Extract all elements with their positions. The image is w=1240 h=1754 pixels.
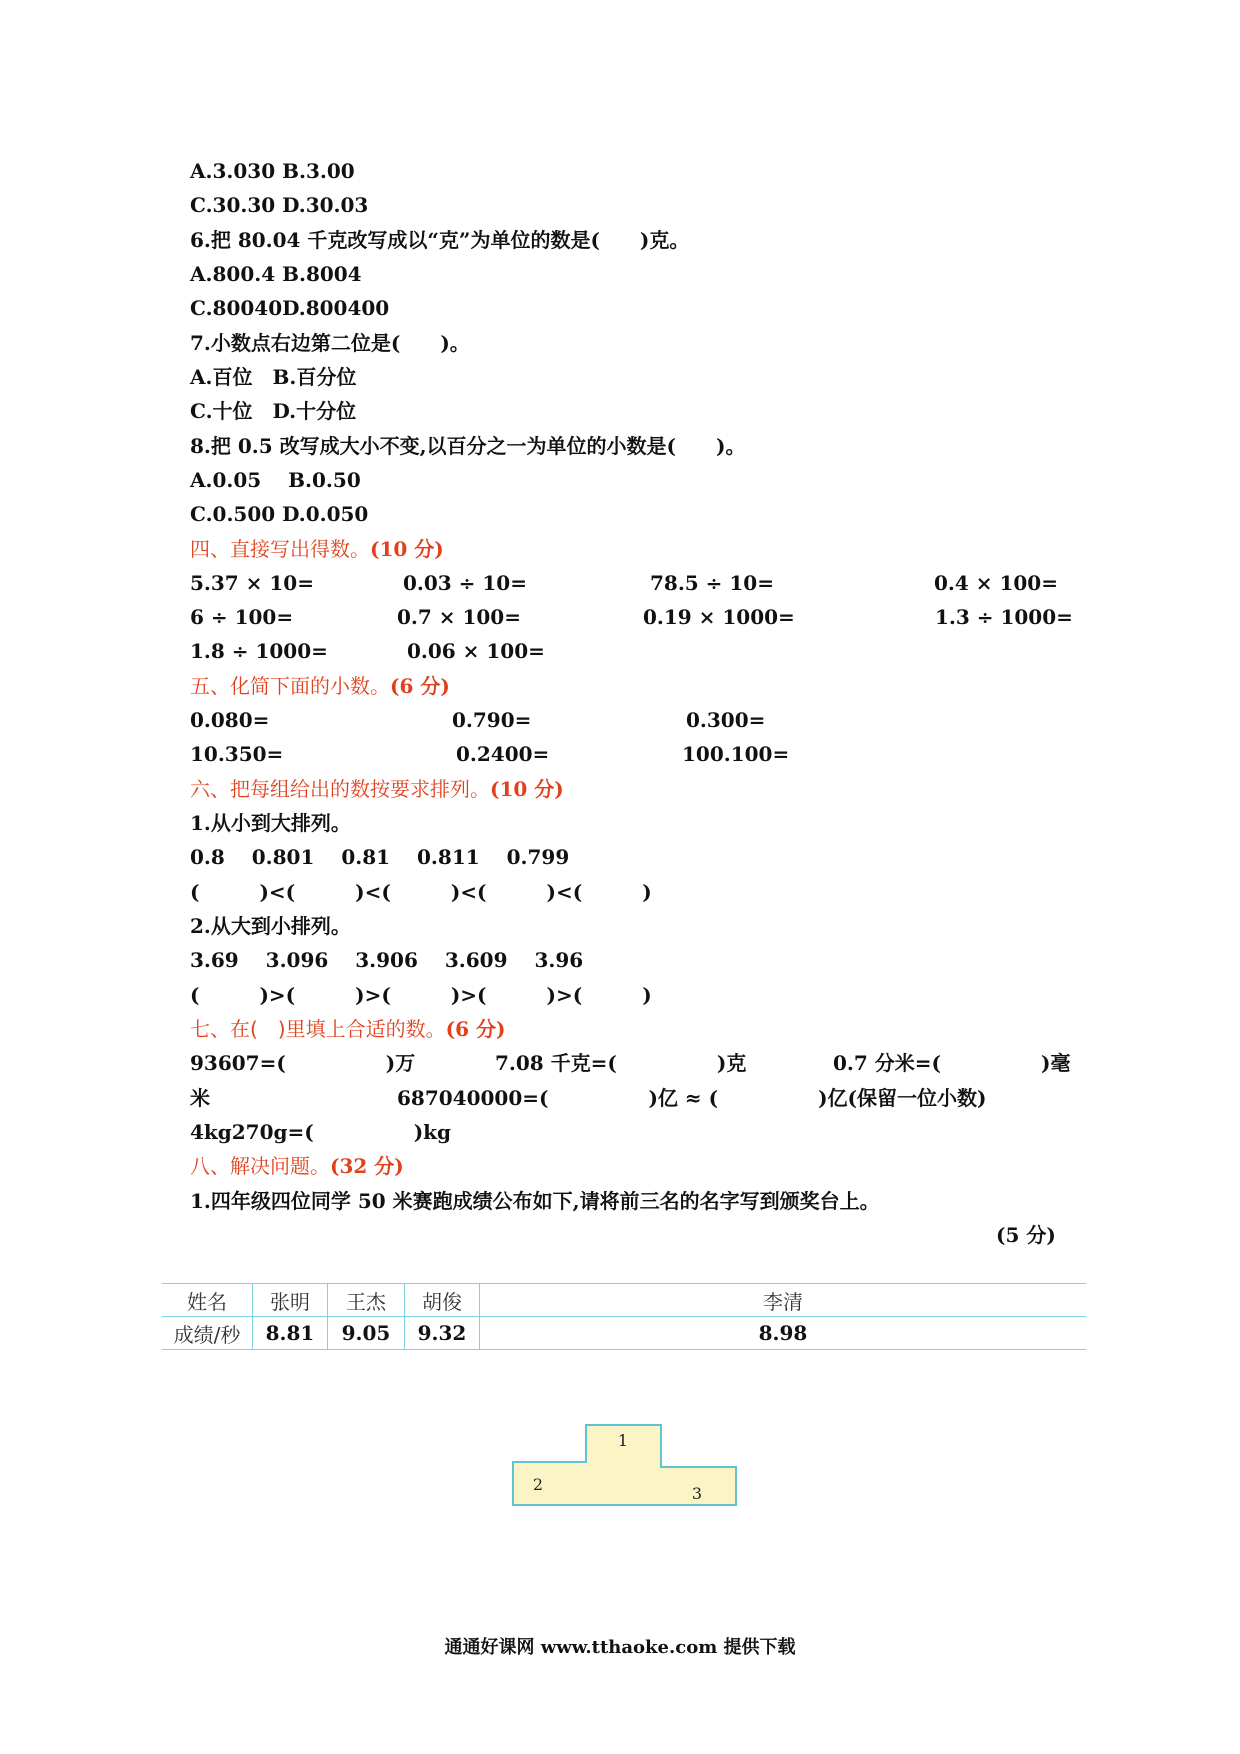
section-6-heading bbox=[190, 776, 564, 802]
table-row bbox=[162, 1317, 1086, 1350]
fill-item: 687040000=( )亿 ≈ ( )亿(保留一位小数) bbox=[397, 1086, 987, 1110]
calc-item: 5.37 × 10= bbox=[190, 571, 314, 595]
q6-option-cd: C.80040D.800400 bbox=[190, 296, 390, 320]
section-8-heading bbox=[190, 1153, 404, 1179]
section-5-points: (6 分) bbox=[390, 674, 450, 698]
q8-option-ab: A.0.05 B.0.50 bbox=[190, 468, 361, 492]
section-5-heading bbox=[190, 673, 450, 699]
section-4-title: 四、直接写出得数。 bbox=[190, 537, 370, 561]
section-4-points: (10 分) bbox=[370, 537, 444, 561]
award-podium bbox=[512, 1424, 738, 1506]
section-8-title: 八、解决问题。 bbox=[190, 1154, 330, 1178]
podium-third-label: 3 bbox=[691, 1484, 703, 1503]
fill-item: 米 bbox=[190, 1086, 210, 1110]
q5-option-cd: C.30.30 D.30.03 bbox=[190, 193, 369, 217]
sec6-q1-stem: 1.从小到大排列。 bbox=[190, 811, 351, 835]
sec8-q1-stem: 1.四年级四位同学 50 米赛跑成绩公布如下,请将前三名的名字写到颁奖台上。 bbox=[190, 1189, 880, 1213]
calc-item: 6 ÷ 100= bbox=[190, 605, 294, 629]
simplify-item: 0.080= bbox=[190, 708, 270, 732]
sec6-q2-numbers: 3.69 3.096 3.906 3.609 3.96 bbox=[190, 948, 584, 972]
calc-item: 0.4 × 100= bbox=[934, 571, 1058, 595]
table-cell: 姓名 bbox=[162, 1284, 253, 1317]
podium-second-label: 2 bbox=[532, 1475, 544, 1494]
table-cell: 张明 bbox=[253, 1284, 328, 1317]
section-5-row-2 bbox=[190, 741, 1090, 767]
simplify-item: 100.100= bbox=[682, 742, 790, 766]
calc-item: 1.3 ÷ 1000= bbox=[935, 605, 1073, 629]
fill-item: 0.7 分米=( )毫 bbox=[833, 1051, 1071, 1075]
q6-stem: 6.把 80.04 千克改写成以“克”为单位的数是( )克。 bbox=[190, 228, 690, 252]
q7-option-cd: C.十位 D.十分位 bbox=[190, 399, 357, 423]
calc-item: 0.03 ÷ 10= bbox=[403, 571, 527, 595]
simplify-item: 10.350= bbox=[190, 742, 284, 766]
sec6-q1-numbers: 0.8 0.801 0.81 0.811 0.799 bbox=[190, 845, 570, 869]
section-7-points: (6 分) bbox=[445, 1017, 506, 1041]
calc-item: 0.7 × 100= bbox=[397, 605, 521, 629]
page-footer: 通通好课网 www.tthaoke.com 提供下载 bbox=[444, 1637, 796, 1658]
simplify-item: 0.300= bbox=[686, 708, 766, 732]
calc-item: 78.5 ÷ 10= bbox=[650, 571, 774, 595]
table-cell: 王杰 bbox=[328, 1284, 405, 1317]
q8-option-cd: C.0.500 D.0.050 bbox=[190, 502, 369, 526]
table-cell: 8.98 bbox=[480, 1317, 1087, 1350]
table-cell: 8.81 bbox=[253, 1317, 328, 1350]
section-7-row-1 bbox=[190, 1050, 1090, 1076]
table-cell: 李清 bbox=[480, 1284, 1087, 1317]
calc-item: 1.8 ÷ 1000= bbox=[190, 639, 328, 663]
table-cell: 9.05 bbox=[328, 1317, 405, 1350]
simplify-item: 0.2400= bbox=[456, 742, 550, 766]
table-cell: 成绩/秒 bbox=[162, 1317, 253, 1350]
q7-stem: 7.小数点右边第二位是( )。 bbox=[190, 331, 470, 355]
section-5-row-1 bbox=[190, 707, 1090, 733]
q6-option-ab: A.800.4 B.8004 bbox=[190, 262, 362, 286]
section-7-title: 七、在( )里填上合适的数。 bbox=[190, 1017, 446, 1041]
section-7-row-2 bbox=[190, 1085, 1090, 1111]
section-4-row-3 bbox=[190, 638, 1090, 664]
q7-option-ab: A.百位 B.百分位 bbox=[190, 365, 357, 389]
table-cell: 胡俊 bbox=[405, 1284, 480, 1317]
section-7-heading bbox=[190, 1016, 505, 1042]
sec6-q2-blanks: ( )>( )>( )>( )>( ) bbox=[190, 983, 652, 1007]
section-4-heading bbox=[190, 536, 444, 562]
table-row bbox=[162, 1284, 1086, 1317]
sec6-q1-blanks: ( )<( )<( )<( )<( ) bbox=[190, 880, 652, 904]
table-cell: 9.32 bbox=[405, 1317, 480, 1350]
section-5-title: 五、化简下面的小数。 bbox=[190, 674, 390, 698]
fill-item: 4kg270g=( )kg bbox=[190, 1120, 452, 1144]
race-results-table bbox=[162, 1283, 1086, 1350]
calc-item: 0.06 × 100= bbox=[407, 639, 545, 663]
q5-option-ab: A.3.030 B.3.00 bbox=[190, 159, 355, 183]
calc-item: 0.19 × 1000= bbox=[643, 605, 795, 629]
sec8-q1-points: (5 分) bbox=[996, 1223, 1056, 1247]
fill-item: 93607=( )万 bbox=[190, 1051, 416, 1075]
section-4-row-1 bbox=[190, 570, 1090, 596]
q8-stem: 8.把 0.5 改写成大小不变,以百分之一为单位的小数是( )。 bbox=[190, 434, 746, 458]
fill-item: 7.08 千克=( )克 bbox=[495, 1051, 747, 1075]
sec6-q2-stem: 2.从大到小排列。 bbox=[190, 914, 351, 938]
section-6-title: 六、把每组给出的数按要求排列。 bbox=[190, 777, 490, 801]
podium-first-label: 1 bbox=[617, 1431, 629, 1450]
section-8-points: (32 分) bbox=[330, 1154, 404, 1178]
section-6-points: (10 分) bbox=[490, 777, 564, 801]
section-4-row-2 bbox=[190, 604, 1090, 630]
simplify-item: 0.790= bbox=[452, 708, 532, 732]
